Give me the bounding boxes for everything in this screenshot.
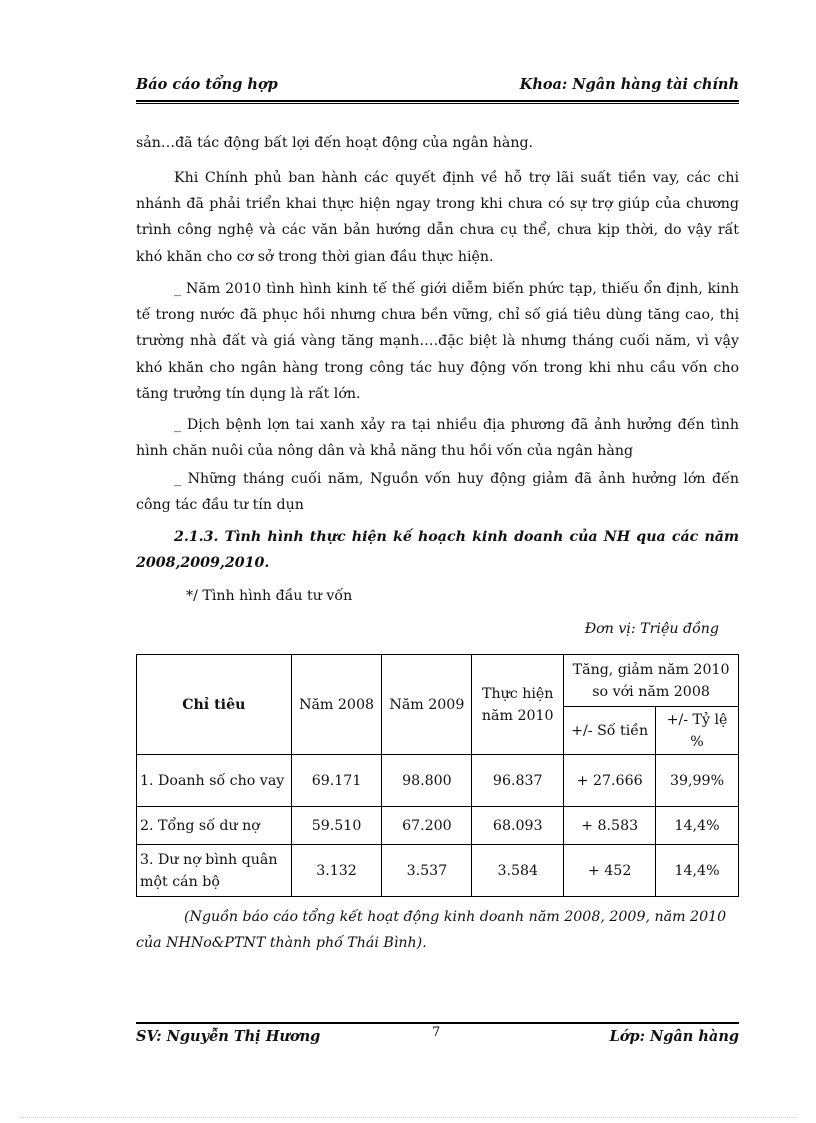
footer-left: SV: Nguyễn Thị Hương: [136, 1028, 321, 1045]
cell-2009: 67.200: [382, 807, 472, 845]
unit-label: Đơn vị: Triệu đồng: [584, 621, 719, 637]
page-number: 7: [432, 1025, 441, 1040]
investment-table: [136, 654, 739, 897]
paragraph-3: _ Năm 2010 tình hình kinh tế thế giới diễm biến phức tạp, thiếu ổn định, kinh tế trong nước đã phục hồi nhưng chưa bền vững, chỉ số giá tiêu dùng tăng cao, thị trường nhà đất và giá vàng tăng mạnh….đặc biệt là nhưng tháng cuối năm, vì vậy khó khăn cho ngân hàng trong công tác huy động vốn trong khi nhu cầu vốn cho tăng trưởng tín dụng là rất lớn.: [136, 281, 739, 402]
cell-2008: 59.510: [291, 807, 382, 845]
cell-abs: + 8.583: [564, 807, 656, 845]
paragraph-5: _ Những tháng cuối năm, Nguồn vốn huy động giảm đã ảnh hưởng lớn đến công tác đầu tư tín dụn: [136, 471, 739, 514]
paragraph-4: _ Dịch bệnh lợn tai xanh xảy ra tại nhiều địa phương đã ảnh hưởng đến tình hình chăn nuôi của nông dân và khả năng thu hồi vốn của ngân hàng: [136, 417, 739, 460]
header-pct-change: +/- Tỷ lệ %: [656, 707, 739, 755]
header-rule: [136, 100, 739, 102]
footer-rule: [136, 1022, 739, 1024]
cell-2009: 3.537: [382, 845, 472, 897]
section-heading: 2.1.3. Tình hình thực hiện kế hoạch kinh doanh của NH qua các năm 2008,2009,2010.: [136, 529, 739, 572]
cell-2010: 3.584: [472, 845, 564, 897]
cell-abs: + 27.666: [564, 755, 656, 807]
table-row: [137, 755, 739, 807]
cell-pct: 14,4%: [656, 845, 739, 897]
header-rule-thin: [136, 103, 739, 104]
row-label: 3. Dư nợ bình quân một cán bộ: [137, 845, 292, 897]
paragraph-2: Khi Chính phủ ban hành các quyết định về hỗ trợ lãi suất tiền vay, các chi nhánh đã phải triển khai thực hiện ngay trong khi chưa có sự trợ giúp của chương trình công nghệ và các văn bản hướng dẫn chưa cụ thể, chưa kịp thời, do vậy rất khó khăn cho cơ sở trong thời gian đầu thực hiện.: [136, 170, 739, 265]
cell-pct: 39,99%: [656, 755, 739, 807]
cell-2010: 68.093: [472, 807, 564, 845]
header-2010: Thực hiện năm 2010: [472, 655, 564, 755]
page-header: [136, 76, 739, 98]
cell-2010: 96.837: [472, 755, 564, 807]
cell-pct: 14,4%: [656, 807, 739, 845]
cell-2008: 3.132: [291, 845, 382, 897]
header-change-group: Tăng, giảm năm 2010 so với năm 2008: [564, 655, 739, 707]
row-label: 1. Doanh số cho vay: [137, 755, 292, 807]
header-2008: Năm 2008: [291, 655, 382, 755]
cell-abs: + 452: [564, 845, 656, 897]
section-subheading: */ Tình hình đầu tư vốn: [186, 588, 353, 604]
source-note: (Nguồn báo cáo tổng kết hoạt động kinh doanh năm 2008, 2009, năm 2010 của NHNo&PTNT thành phố Thái Bình).: [136, 909, 727, 951]
page-bottom-divider: [20, 1117, 796, 1118]
paragraph-1: sản…đã tác động bất lợi đến hoạt động của ngân hàng.: [136, 135, 534, 151]
header-indicator: Chỉ tiêu: [137, 655, 292, 755]
cell-2009: 98.800: [382, 755, 472, 807]
header-left: Báo cáo tổng hợp: [136, 76, 278, 93]
page-footer: [136, 1025, 739, 1050]
cell-2008: 69.171: [291, 755, 382, 807]
header-right: Khoa: Ngân hàng tài chính: [519, 76, 739, 93]
table-row: [137, 807, 739, 845]
header-2009: Năm 2009: [382, 655, 472, 755]
row-label: 2. Tổng số dư nợ: [137, 807, 292, 845]
footer-right: Lớp: Ngân hàng: [609, 1028, 739, 1045]
header-abs-change: +/- Số tiền: [564, 707, 656, 755]
table-row: [137, 845, 739, 897]
